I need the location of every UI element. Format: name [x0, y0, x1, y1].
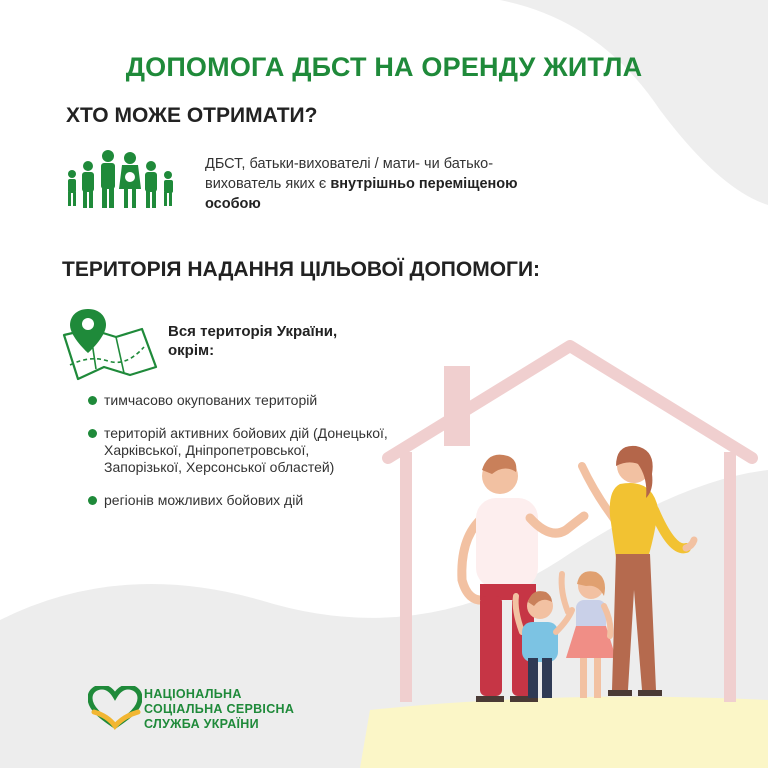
- org-name: [144, 687, 294, 732]
- territory-intro-line2: окрім:: [168, 342, 215, 359]
- family-house-illustration: [380, 340, 768, 768]
- heart-logo-icon: [88, 686, 142, 730]
- who-text-plain: ДБСТ, батьки-вихователі / мати- чи батько-вихователь яких є: [205, 156, 494, 192]
- org-name-line3: СЛУЖБА УКРАЇНИ: [144, 717, 259, 731]
- father-figure: [462, 455, 584, 702]
- list-item-text: територій активних бойових дій (Донецької, Харківської, Дніпропетровської, Запорізької, Херсонської областей): [104, 425, 388, 475]
- org-name-line2: СОЦІАЛЬНА СЕРВІСНА: [144, 702, 295, 716]
- list-item: [88, 492, 388, 509]
- family-icon: [64, 148, 182, 210]
- house-wall-left: [400, 452, 412, 702]
- bullet-dot-icon: [88, 396, 97, 405]
- territory-intro: [168, 322, 398, 360]
- who-heading: ХТО МОЖЕ ОТРИМАТИ?: [66, 104, 318, 127]
- house-wall-right: [724, 452, 736, 702]
- map-pin-icon: [60, 307, 160, 385]
- list-item-text: регіонів можливих бойових дій: [104, 492, 304, 508]
- list-item: [88, 425, 388, 476]
- who-text-bold: внутрішньо переміщеною особою: [205, 176, 518, 212]
- list-item: [88, 392, 388, 409]
- exclusions-list: [88, 392, 388, 525]
- who-description: [205, 154, 535, 214]
- org-name-line1: НАЦІОНАЛЬНА: [144, 687, 242, 701]
- roof: [388, 346, 752, 458]
- list-item-text: тимчасово окупованих територій: [104, 392, 318, 408]
- territory-intro-line1: Вся територія України,: [168, 323, 338, 340]
- territory-heading: ТЕРИТОРІЯ НАДАННЯ ЦІЛЬОВОЇ ДОПОМОГИ:: [62, 258, 541, 281]
- bullet-dot-icon: [88, 496, 97, 505]
- page-title: ДОПОМОГА ДБСТ НА ОРЕНДУ ЖИТЛА: [125, 52, 643, 82]
- bullet-dot-icon: [88, 429, 97, 438]
- girl-figure: [562, 571, 616, 698]
